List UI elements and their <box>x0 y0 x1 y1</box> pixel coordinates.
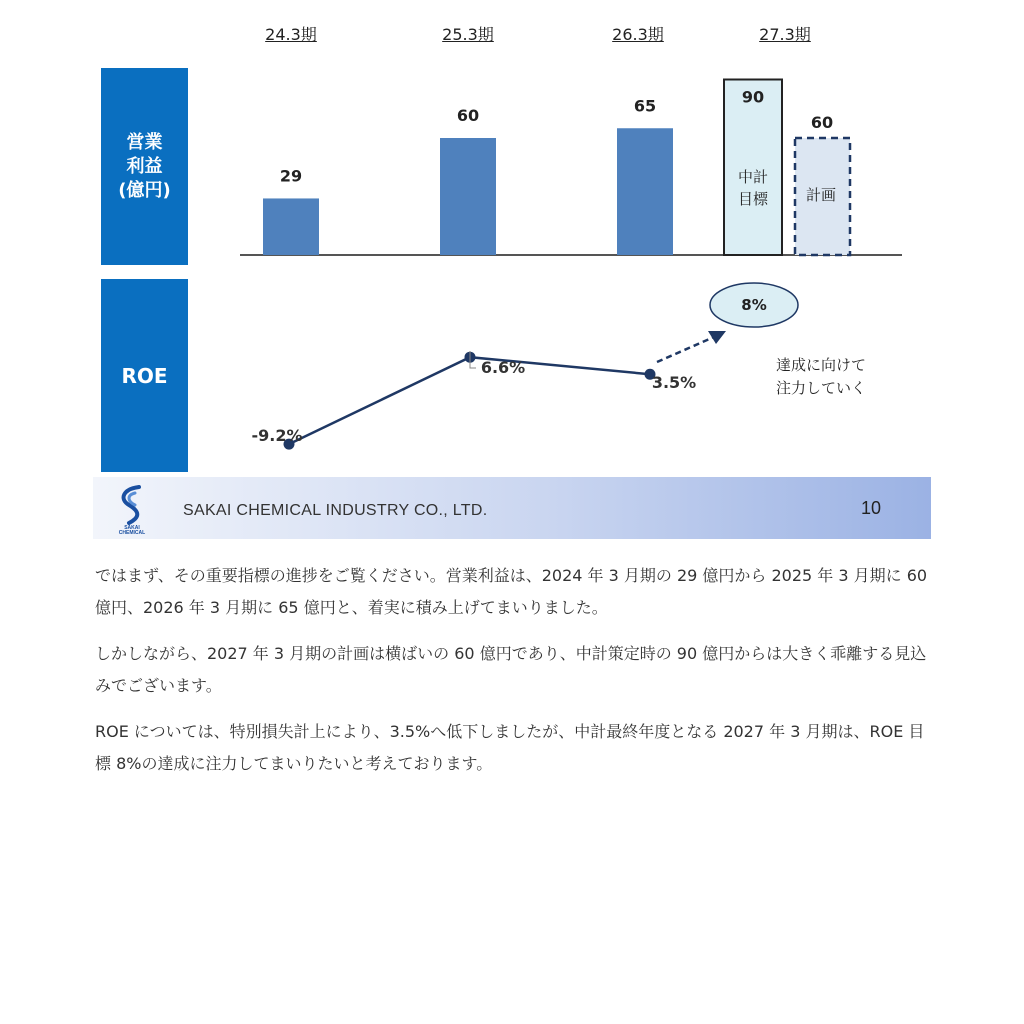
bar-value-label: 60 <box>456 106 480 125</box>
company-name: SAKAI CHEMICAL INDUSTRY CO., LTD. <box>183 502 488 519</box>
slide-footer <box>93 477 931 539</box>
target-label: 目標 <box>737 190 769 208</box>
svg-text:CHEMICAL: CHEMICAL <box>118 530 146 535</box>
paragraph-3: ROE については、特別損失計上により、3.5%へ低下しましたが、中計最終年度となる 2027 年 3 月期は、ROE 目標 8%の達成に注力してまいりたいと考えております。 <box>95 722 925 773</box>
period-label-3: 26.3期 <box>612 25 664 44</box>
target-label: 中計 <box>737 168 769 186</box>
period-label-1: 24.3期 <box>265 25 317 44</box>
roe-value-label: 6.6% <box>480 358 526 377</box>
roe-value-label: 3.5% <box>651 373 697 392</box>
operating-profit-label-text: 営業 利益 (億円) <box>118 131 171 201</box>
paragraph-2: しかしながら、2027 年 3 月期の計画は横ばいの 60 億円であり、中計策定時の 90 億円からは大きく乖離する見込みでございます。 <box>95 644 927 695</box>
roe-arrow-head <box>708 331 726 344</box>
bar-26.3期 <box>617 128 673 255</box>
svg-text:SAKAI: SAKAI <box>124 525 140 531</box>
roe-note: 達成に向けて <box>776 356 867 374</box>
plan-label: 計画 <box>805 186 837 204</box>
roe-target-label: 8% <box>741 296 767 314</box>
target-value-label: 90 <box>741 87 765 107</box>
bar-value-label: 65 <box>633 96 657 116</box>
paragraph-1: ではまず、その重要指標の進捗をご覧ください。営業利益は、2024 年 3 月期の 29 億円から 2025 年 3 月期に 60 億円、2026 年 3 月期に 65 億円と、着実に積み上げてまいりました。 <box>95 566 928 617</box>
roe-line <box>289 357 650 444</box>
bar-24.3期 <box>263 198 319 255</box>
roe-value-label: -9.2% <box>251 426 303 445</box>
period-label-2: 25.3期 <box>442 25 494 44</box>
sakai-logo-icon <box>109 483 155 535</box>
kpi-chart <box>0 0 1024 480</box>
transcript-text <box>95 560 935 794</box>
period-label-4: 27.3期 <box>759 25 811 44</box>
bar-25.3期 <box>440 138 496 255</box>
roe-note: 注力していく <box>776 379 867 397</box>
plan-value-label: 60 <box>810 113 834 132</box>
roe-projection-line <box>657 337 714 362</box>
page-number: 10 <box>860 498 881 518</box>
roe-label-text: ROE <box>121 363 168 388</box>
bar-value-label: 29 <box>279 166 303 186</box>
